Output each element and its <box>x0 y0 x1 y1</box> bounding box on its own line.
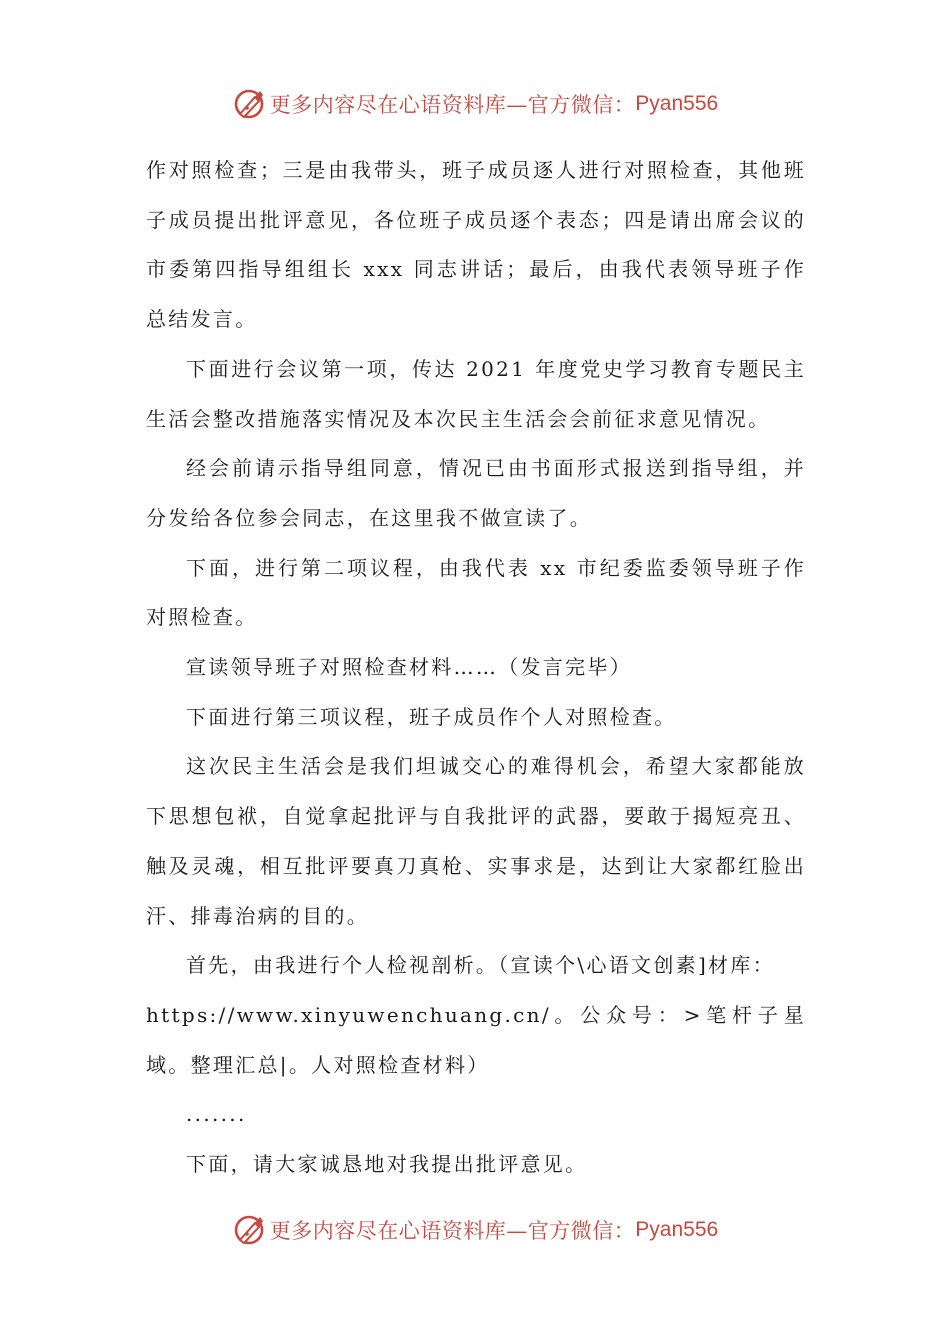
paragraph-8: 首先，由我进行个人检视剖析。（宣读个\心语文创素]材库： <box>186 953 775 978</box>
paragraph-3: 经会前请示指导组同意，情况已由书面形式报送到指导组，并分发给各位参会同志，在这里我不做宣读了。 <box>146 456 806 530</box>
paragraph-1: 作对照检查；三是由我带头，班子成员逐人进行对照检查，其他班子成员提出批评意见，各位班子成员逐个表态；四是请出席会议的市委第四指导组组长 xxx 同志讲话；最后，由我代表领导班子作总结发言。 <box>146 158 806 332</box>
paragraph-9: https://www.xinyuwenchuang.cn/。公众号：>笔杆子星域。整理汇总|。人对照检查材料） <box>146 1002 806 1077</box>
paragraph-6: 下面进行第三项议程，班子成员作个人对照检查。 <box>186 704 677 729</box>
watermark-text: 更多内容尽在心语资料库—官方微信： <box>269 93 636 117</box>
header-watermark <box>0 84 950 124</box>
watermark-wechat-id: Pyan556 <box>635 1218 719 1241</box>
footer-watermark <box>0 1210 950 1250</box>
paragraph-5: 宣读领导班子对照检查材料……（发言完毕） <box>186 655 632 680</box>
pen-nib-logo-icon <box>232 87 266 121</box>
pen-nib-logo-icon <box>232 1213 266 1247</box>
paragraph-7: 这次民主生活会是我们坦诚交心的难得机会，希望大家都能放下思想包袱，自觉拿起批评与自我批评的武器，要敢于揭短亮丑、触及灵魂，相互批评要真刀真枪、实事求是，达到让大家都红脸出汗、排毒治病的目的。 <box>146 754 806 928</box>
paragraph-2: 下面进行会议第一项，传达 2021 年度党史学习教育专题民主生活会整改措施落实情况及本次民主生活会会前征求意见情况。 <box>146 356 806 431</box>
paragraph-ellipsis: ....... <box>186 1102 247 1127</box>
paragraph-4: 下面，进行第二项议程，由我代表 xx 市纪委监委领导班子作对照检查。 <box>146 555 806 630</box>
watermark-wechat-id: Pyan556 <box>635 92 719 115</box>
document-body <box>146 146 806 1190</box>
watermark-text: 更多内容尽在心语资料库—官方微信： <box>269 1219 636 1243</box>
paragraph-11: 下面，请大家诚恳地对我提出批评意见。 <box>186 1152 588 1177</box>
